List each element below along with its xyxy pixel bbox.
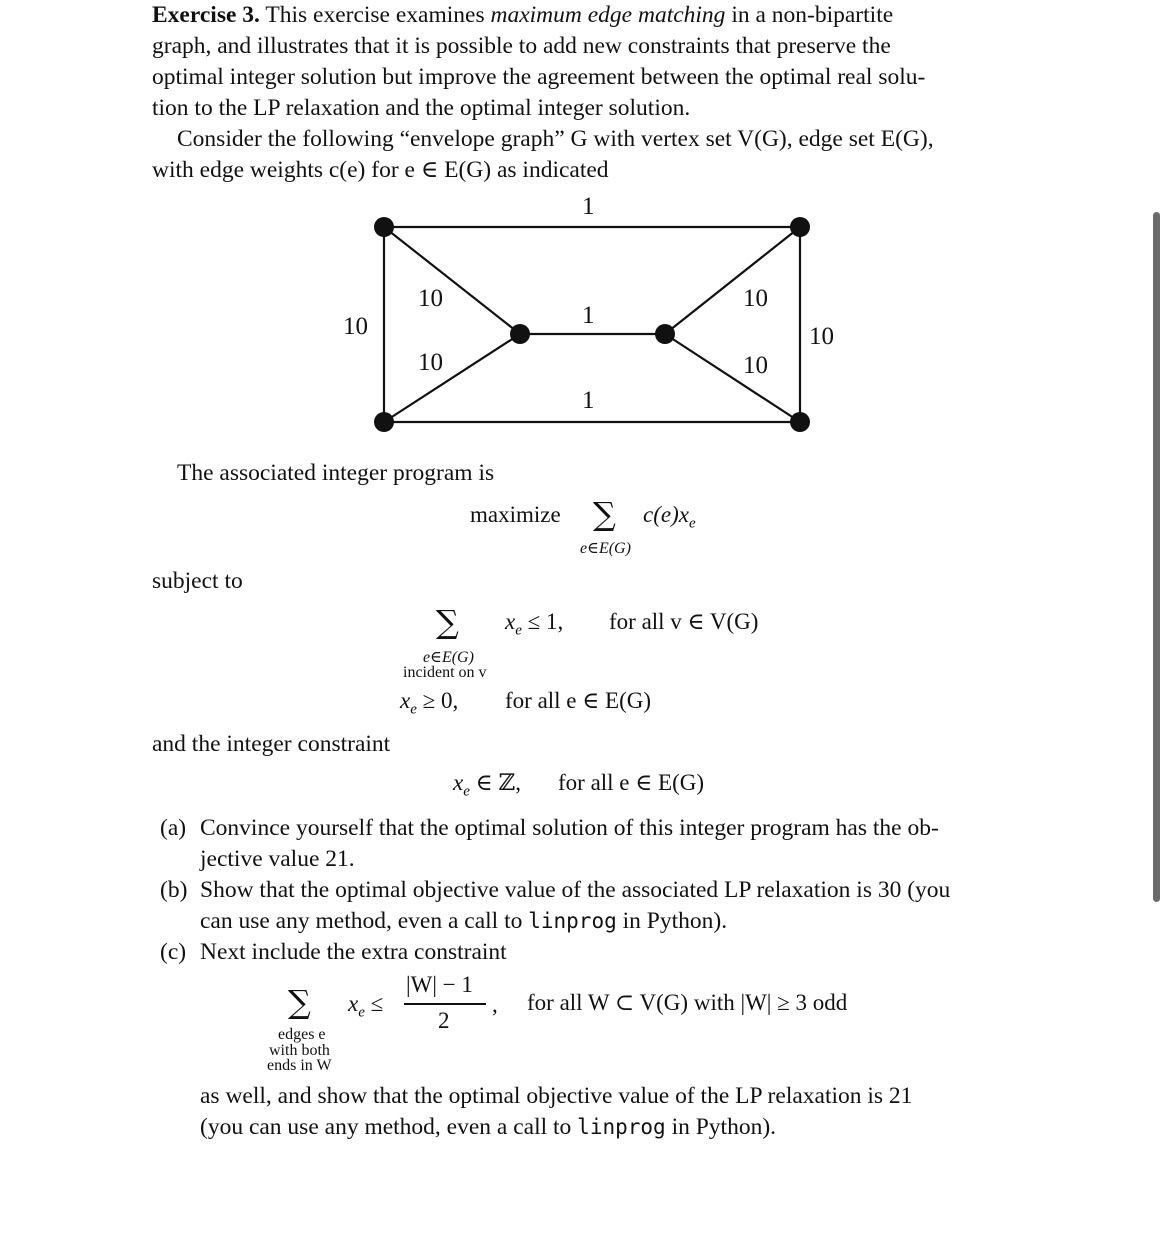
sum-symbol-objective: ∑ xyxy=(593,495,616,533)
weight-top: 1 xyxy=(582,193,595,220)
odd-set-range-3: ends in W xyxy=(267,1057,332,1074)
part-c-line-2: as well, and show that the optimal objective value of the LP relaxation is 21 xyxy=(200,1083,913,1109)
envelope-graph xyxy=(330,190,834,440)
subject-to-label: subject to xyxy=(152,568,243,594)
sum-symbol-constraint: ∑ xyxy=(436,603,459,641)
fraction-numerator: |W| − 1 xyxy=(406,972,473,997)
part-b-label: (b) xyxy=(160,877,188,903)
part-b-line-2: can use any method, even a call to linprog in Python). xyxy=(200,908,728,934)
exercise-line-2: graph, and illustrates that it is possible to add new constraints that preserve the xyxy=(152,33,891,59)
odd-set-quantifier: for all W ⊂ V(G) with |W| ≥ 3 odd xyxy=(527,990,848,1015)
consider-line-1: Consider the following “envelope graph” G with vertex set V(G), edge set E(G), xyxy=(177,126,934,152)
vertex-center-right xyxy=(655,324,675,344)
edge-right-upper xyxy=(665,227,800,334)
weight-right-lower: 10 xyxy=(743,352,768,379)
code-linprog: linprog xyxy=(528,909,617,933)
constraint-vertex: $x_e \le 1$, xyxy=(505,609,564,639)
vertex-bottom-right xyxy=(790,412,810,432)
odd-set-range-1: edges e xyxy=(278,1026,326,1043)
program-intro: The associated integer program is xyxy=(177,460,495,486)
part-c-line-1: (c) Next include the extra constraint xyxy=(160,937,1040,968)
constraint-range-2: incident on v xyxy=(403,664,487,681)
integer-quantifier: for all e ∈ E(G) xyxy=(558,770,705,795)
exercise-line-4: tion to the LP relaxation and the optimal integer solution. xyxy=(152,95,691,121)
part-a-label: (a) xyxy=(160,815,187,841)
objective-range: e∈E(G) xyxy=(580,540,631,557)
vertex-center-left xyxy=(510,324,530,344)
constraint-range-1: e∈E(G) xyxy=(423,649,474,666)
fraction-denominator: 2 xyxy=(438,1008,450,1033)
weight-right: 10 xyxy=(809,323,834,350)
constraint-nonneg: $x_e \ge 0$, xyxy=(400,688,459,718)
integer-constraint: $x_e$ ∈ ℤ, xyxy=(453,770,521,800)
weight-middle-upper: 1 xyxy=(582,302,595,329)
vertex-bottom-left xyxy=(374,412,394,432)
edge-left-upper xyxy=(384,227,520,334)
edge-left-lower xyxy=(384,334,520,422)
odd-set-lhs: $x_e$ ≤ xyxy=(348,991,384,1021)
integer-intro: and the integer constraint xyxy=(152,731,391,757)
constraint-nonneg-quantifier: for all e ∈ E(G) xyxy=(505,688,652,713)
consider-line-2: with edge weights c(e) for e ∈ E(G) as indicated xyxy=(152,157,609,183)
weight-left: 10 xyxy=(343,313,368,340)
vertex-top-right xyxy=(790,217,810,237)
odd-set-range-2: with both xyxy=(269,1042,330,1059)
part-a-line-2: jective value 21. xyxy=(200,846,355,872)
edge-right-lower xyxy=(665,334,800,422)
part-a-line-1: (a) Convince yourself that the optimal solution of this integer program has the ob- xyxy=(160,813,1040,844)
exercise-line-3: optimal integer solution but improve the agreement between the optimal real solu- xyxy=(152,64,926,90)
exercise-line-1: Exercise 3. This exercise examines maximum edge matching in a non-bipartite xyxy=(152,2,894,28)
code-linprog-2: linprog xyxy=(577,1115,666,1139)
exercise-title: Exercise 3. xyxy=(152,2,260,28)
vertex-top-left xyxy=(374,217,394,237)
sum-symbol-odd-set: ∑ xyxy=(288,983,311,1021)
constraint-vertex-quantifier: for all v ∈ V(G) xyxy=(609,609,759,634)
weight-middle-lower: 1 xyxy=(582,387,595,414)
vertical-scrollbar[interactable] xyxy=(1153,212,1160,902)
odd-set-comma: , xyxy=(492,992,498,1017)
part-b-line-1: (b) Show that the optimal objective value of the associated LP relaxation is 30 (you xyxy=(160,875,1040,906)
part-c-label: (c) xyxy=(160,939,187,965)
objective-expression: $c(e)x_e$ xyxy=(643,502,696,532)
maximize-label: maximize xyxy=(470,502,561,527)
fraction-bar xyxy=(404,1003,486,1005)
part-c-line-3: (you can use any method, even a call to linprog in Python). xyxy=(200,1114,777,1140)
weight-right-upper: 10 xyxy=(743,285,768,312)
emphasis-term: maximum edge matching xyxy=(490,2,726,28)
weight-left-upper: 10 xyxy=(418,285,443,312)
weight-left-lower: 10 xyxy=(418,349,443,376)
